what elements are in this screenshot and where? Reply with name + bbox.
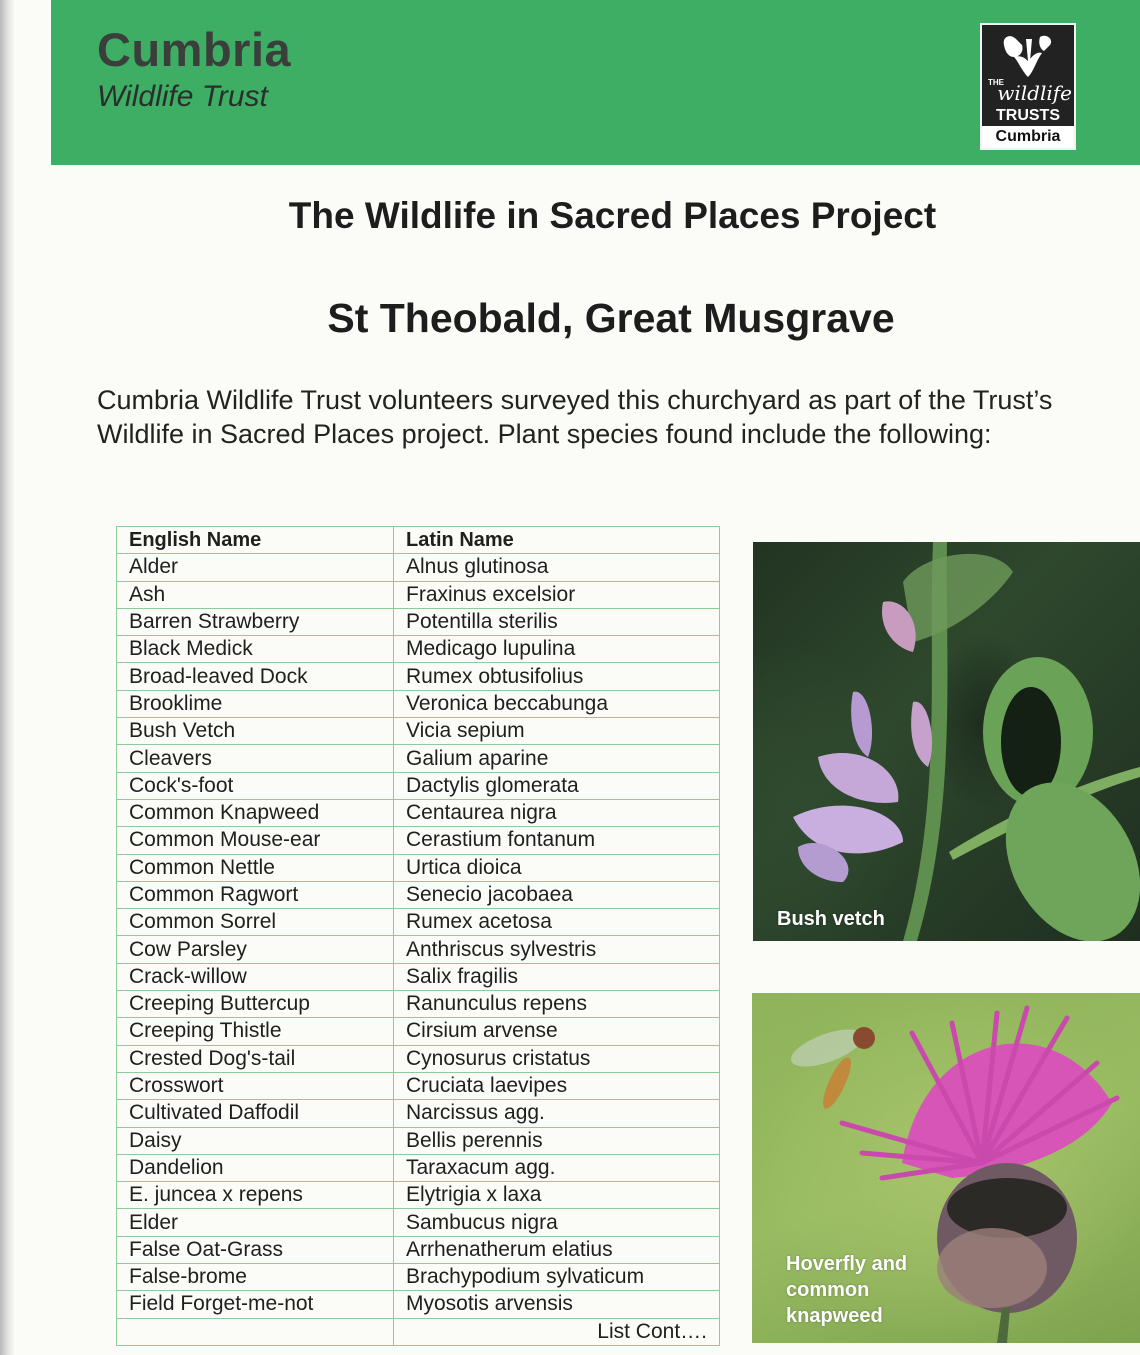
caption-line: knapweed <box>786 1305 883 1327</box>
english-name-cell: Field Forget-me-not <box>117 1291 394 1318</box>
table-row <box>117 772 720 799</box>
bush-vetch-photo <box>753 542 1140 941</box>
org-name: Cumbria <box>97 23 292 76</box>
table-row <box>117 1018 720 1045</box>
table-row <box>117 718 720 745</box>
table-row <box>117 881 720 908</box>
table-header-row <box>117 527 720 554</box>
english-name-cell: Barren Strawberry <box>117 608 394 635</box>
latin-name-cell: Cirsium arvense <box>394 1018 720 1045</box>
latin-name-cell: Narcissus agg. <box>394 1100 720 1127</box>
caption-line: common <box>786 1279 870 1301</box>
latin-name-cell: Dactylis glomerata <box>394 772 720 799</box>
header-latin-name: Latin Name <box>394 527 720 554</box>
table-row <box>117 1236 720 1263</box>
latin-name-cell: Rumex obtusifolius <box>394 663 720 690</box>
latin-name-cell: Potentilla sterilis <box>394 608 720 635</box>
table-row <box>117 936 720 963</box>
table-row <box>117 663 720 690</box>
english-name-cell: Cultivated Daffodil <box>117 1100 394 1127</box>
table-row <box>117 608 720 635</box>
english-name-cell: Cleavers <box>117 745 394 772</box>
logo-the: THE <box>988 78 1004 87</box>
table-row <box>117 963 720 990</box>
latin-name-cell: Galium aparine <box>394 745 720 772</box>
latin-name-cell: Vicia sepium <box>394 718 720 745</box>
logo-wildlife: wildlife <box>997 81 1072 105</box>
latin-name-cell: Bellis perennis <box>394 1127 720 1154</box>
latin-name-cell: Sambucus nigra <box>394 1209 720 1236</box>
english-name-cell: Black Medick <box>117 636 394 663</box>
english-name-cell: Alder <box>117 554 394 581</box>
table-row <box>117 1072 720 1099</box>
table-row <box>117 1291 720 1318</box>
table-row <box>117 581 720 608</box>
latin-name-cell: Elytrigia x laxa <box>394 1182 720 1209</box>
wildlife-trusts-logo <box>980 23 1076 150</box>
latin-name-cell: Medicago lupulina <box>394 636 720 663</box>
photo-caption <box>786 1251 907 1329</box>
empty-cell <box>117 1318 394 1345</box>
latin-name-cell: Centaurea nigra <box>394 799 720 826</box>
english-name-cell: Bush Vetch <box>117 718 394 745</box>
english-name-cell: Elder <box>117 1209 394 1236</box>
latin-name-cell: Cerastium fontanum <box>394 827 720 854</box>
table-row <box>117 1045 720 1072</box>
latin-name-cell: Ranunculus repens <box>394 991 720 1018</box>
latin-name-cell: Cynosurus cristatus <box>394 1045 720 1072</box>
table-row <box>117 1100 720 1127</box>
latin-name-cell: Brachypodium sylvaticum <box>394 1264 720 1291</box>
english-name-cell: Common Ragwort <box>117 881 394 908</box>
english-name-cell: Broad-leaved Dock <box>117 663 394 690</box>
english-name-cell: Cow Parsley <box>117 936 394 963</box>
english-name-cell: Crack-willow <box>117 963 394 990</box>
english-name-cell: Crosswort <box>117 1072 394 1099</box>
latin-name-cell: Senecio jacobaea <box>394 881 720 908</box>
org-subtitle: Wildlife Trust <box>97 80 268 113</box>
table-row <box>117 1264 720 1291</box>
header-english-name: English Name <box>117 527 394 554</box>
logo-county: Cumbria <box>982 126 1074 148</box>
table-row <box>117 991 720 1018</box>
latin-name-cell: Salix fragilis <box>394 963 720 990</box>
hoverfly-knapweed-photo <box>752 993 1140 1343</box>
english-name-cell: Common Nettle <box>117 854 394 881</box>
latin-name-cell: Veronica beccabunga <box>394 690 720 717</box>
table-row <box>117 636 720 663</box>
table-row <box>117 827 720 854</box>
bush-vetch-illustration <box>753 542 1140 941</box>
table-row <box>117 554 720 581</box>
latin-name-cell: Taraxacum agg. <box>394 1154 720 1181</box>
latin-name-cell: Myosotis arvensis <box>394 1291 720 1318</box>
latin-name-cell: Alnus glutinosa <box>394 554 720 581</box>
table-continuation-row <box>117 1318 720 1345</box>
english-name-cell: Cock's-foot <box>117 772 394 799</box>
english-name-cell: Common Knapweed <box>117 799 394 826</box>
table-row <box>117 909 720 936</box>
intro-paragraph: Cumbria Wildlife Trust volunteers surveyed this churchyard as part of the Trust’s Wildlife in Sacred Places project. Plant species found include the following: <box>97 385 1053 449</box>
site-title: St Theobald, Great Musgrave <box>327 295 895 341</box>
latin-name-cell: Cruciata laevipes <box>394 1072 720 1099</box>
english-name-cell: Daisy <box>117 1127 394 1154</box>
latin-name-cell: Urtica dioica <box>394 854 720 881</box>
english-name-cell: Creeping Buttercup <box>117 991 394 1018</box>
photo-caption: Bush vetch <box>777 908 885 930</box>
list-continued-note: List Cont…. <box>394 1318 720 1345</box>
table-row <box>117 854 720 881</box>
header-banner <box>51 0 1140 165</box>
english-name-cell: Creeping Thistle <box>117 1018 394 1045</box>
english-name-cell: False Oat-Grass <box>117 1236 394 1263</box>
latin-name-cell: Fraxinus excelsior <box>394 581 720 608</box>
table-row <box>117 690 720 717</box>
table-row <box>117 1209 720 1236</box>
species-table <box>116 526 720 1346</box>
table-row <box>117 1154 720 1181</box>
latin-name-cell: Arrhenatherum elatius <box>394 1236 720 1263</box>
english-name-cell: Brooklime <box>117 690 394 717</box>
project-title: The Wildlife in Sacred Places Project <box>288 195 937 236</box>
english-name-cell: Ash <box>117 581 394 608</box>
english-name-cell: Common Mouse-ear <box>117 827 394 854</box>
table-row <box>117 1127 720 1154</box>
badger-icon <box>1000 31 1056 79</box>
table-row <box>117 745 720 772</box>
logo-trusts: TRUSTS <box>996 107 1060 124</box>
table-row <box>117 799 720 826</box>
english-name-cell: Crested Dog's-tail <box>117 1045 394 1072</box>
english-name-cell: Common Sorrel <box>117 909 394 936</box>
caption-line: Hoverfly and <box>786 1253 908 1275</box>
latin-name-cell: Rumex acetosa <box>394 909 720 936</box>
table-row <box>117 1182 720 1209</box>
english-name-cell: E. juncea x repens <box>117 1182 394 1209</box>
latin-name-cell: Anthriscus sylvestris <box>394 936 720 963</box>
english-name-cell: Dandelion <box>117 1154 394 1181</box>
english-name-cell: False-brome <box>117 1264 394 1291</box>
